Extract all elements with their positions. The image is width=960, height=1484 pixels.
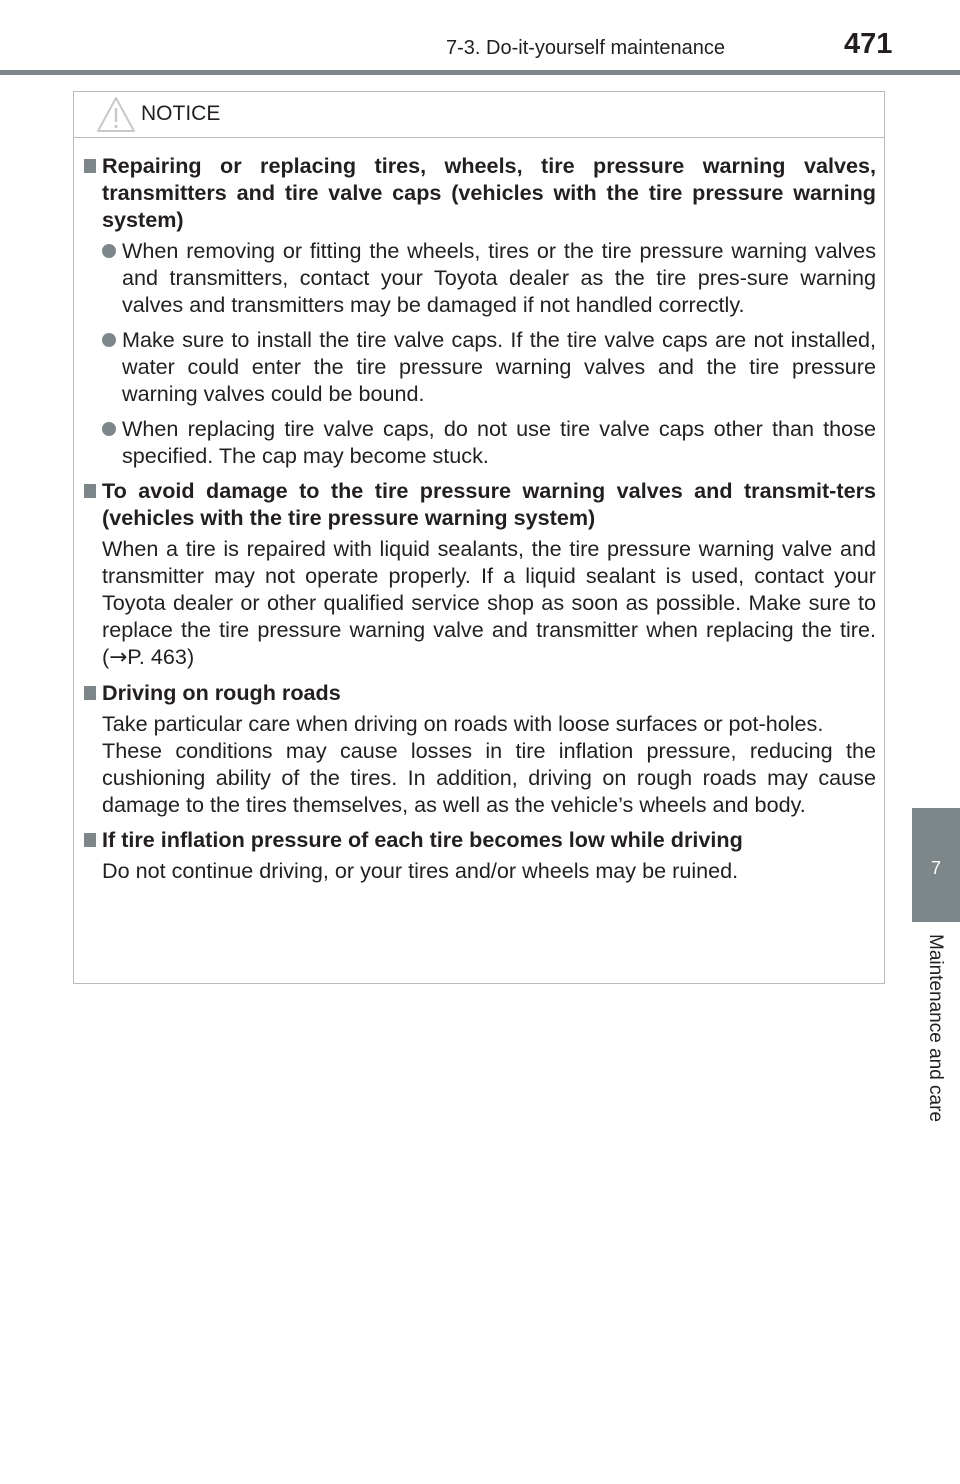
body-text: When a tire is repaired with liquid sealants, the tire pressure warning valve and transmitter may not operate properly. If a liquid sealant is used, contact your Toyota dealer or other qualified service shop as soon as possible. Make sure to replace the tire pressure warning valve and transmitter when replacing the tire. ( xyxy=(102,536,876,669)
bullet-item xyxy=(100,326,876,407)
page-reference-link[interactable]: P. 463) xyxy=(127,644,195,669)
warning-triangle-icon xyxy=(96,96,136,134)
section-low-pressure xyxy=(100,826,876,884)
section-body xyxy=(100,535,876,671)
page-number: 471 xyxy=(844,28,893,60)
header-section-title: 7-3. Do-it-yourself maintenance xyxy=(446,37,726,59)
heading-text: If tire inflation pressure of each tire becomes low while driving xyxy=(102,827,743,852)
section-body xyxy=(100,857,876,884)
round-bullet-icon xyxy=(102,422,116,436)
round-bullet-icon xyxy=(102,333,116,347)
section-heading xyxy=(100,152,876,233)
bullet-text: Make sure to install the tire valve caps. If the tire valve caps are not installed, water could enter the tire pressure warning valves and the tire pressure warning valves could be bound. xyxy=(122,327,876,406)
section-tire-repair xyxy=(100,152,876,469)
section-body xyxy=(100,710,876,818)
chapter-label-text: Maintenance and care xyxy=(925,934,946,1123)
heading-text: To avoid damage to the tire pressure warning valves and transmit-ters (vehicles with the tire pressure warning system) xyxy=(102,478,876,530)
chapter-tab-number: 7 xyxy=(930,858,941,878)
square-bullet-icon xyxy=(84,686,96,700)
section-heading xyxy=(100,477,876,531)
square-bullet-icon xyxy=(84,159,96,173)
body-text: Do not continue driving, or your tires and/or wheels may be ruined. xyxy=(102,858,739,883)
notice-content xyxy=(100,152,876,892)
bullet-item xyxy=(100,237,876,318)
square-bullet-icon xyxy=(84,484,96,498)
round-bullet-icon xyxy=(102,244,116,258)
header-rule xyxy=(0,70,960,75)
square-bullet-icon xyxy=(84,833,96,847)
body-line: Take particular care when driving on roads with loose surfaces or pot-holes. xyxy=(102,711,824,736)
bullet-text: When removing or fitting the wheels, tires or the tire pressure warning valves and transmitters, contact your Toyota dealer as the tire pres-sure warning valves and transmitters may be damaged if not handled correctly. xyxy=(122,238,876,317)
section-heading xyxy=(100,826,876,853)
body-line: These conditions may cause losses in tire inflation pressure, reducing the cushioning ability of the tires. In addition, driving on rough roads may cause damage to the tires themselves, as well as the vehicle’s wheels and body. xyxy=(102,738,876,817)
page-reference-arrow-icon: → xyxy=(109,645,128,670)
heading-text: Driving on rough roads xyxy=(102,680,341,705)
section-rough-roads xyxy=(100,679,876,818)
notice-header xyxy=(74,92,884,138)
heading-text: Repairing or replacing tires, wheels, tire pressure warning valves, transmitters and tire valve caps (vehicles with the tire pressure warning system) xyxy=(102,153,876,232)
notice-title: NOTICE xyxy=(141,102,221,125)
section-avoid-damage xyxy=(100,477,876,671)
bullet-text: When replacing tire valve caps, do not use tire valve caps other than those specified. The cap may become stuck. xyxy=(122,416,876,468)
section-heading xyxy=(100,679,876,706)
bullet-item xyxy=(100,415,876,469)
